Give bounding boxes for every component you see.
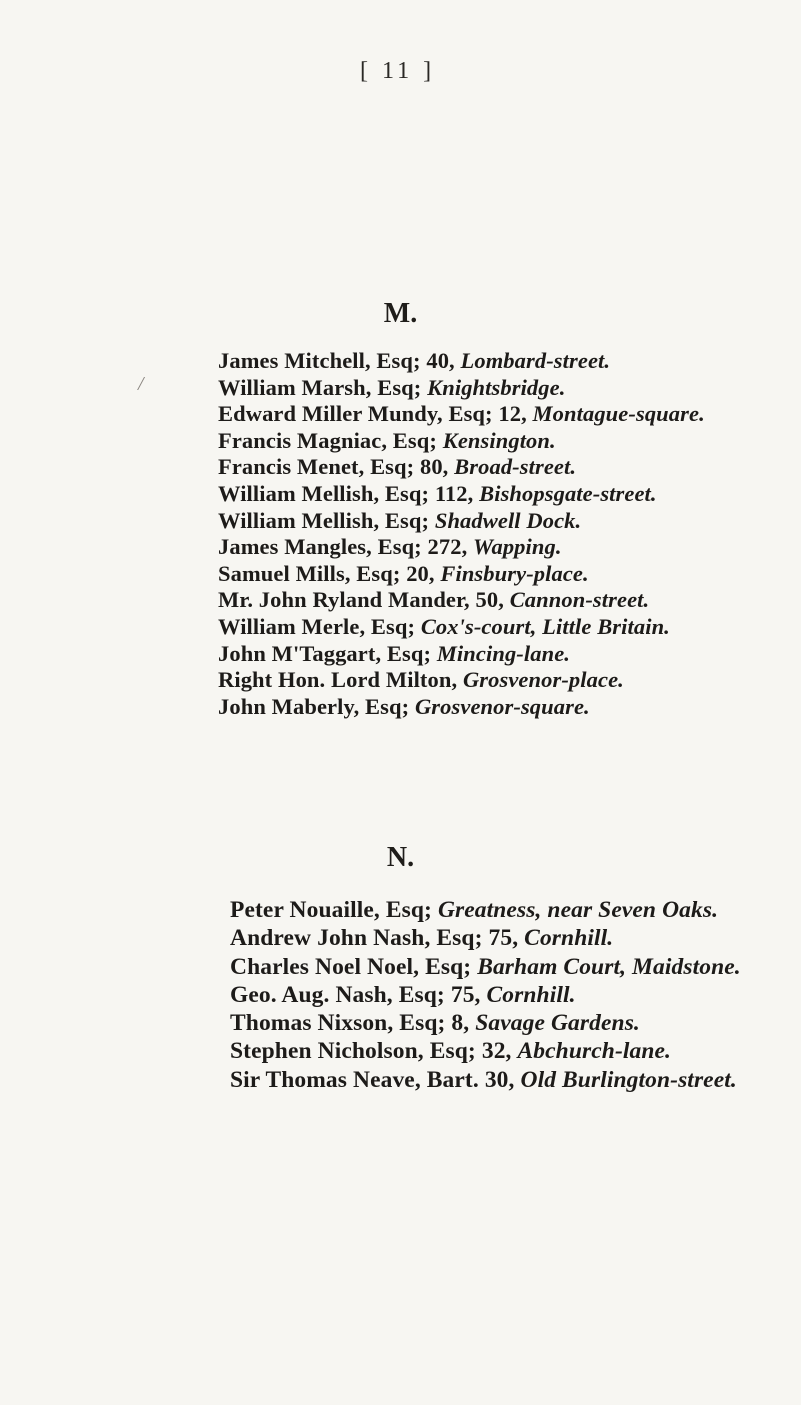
list-item: Thomas Nixson, Esq; 8, Savage Gardens. — [230, 1010, 640, 1037]
list-item: William Mellish, Esq; Shadwell Dock. — [218, 507, 582, 533]
list-item: Charles Noel Noel, Esq; Barham Court, Maidstone. — [230, 953, 741, 980]
list-item: John M'Taggart, Esq; Mincing-lane. — [218, 640, 571, 666]
list-item: Mr. John Ryland Mander, 50, Cannon-street. — [218, 587, 650, 613]
list-item: Edward Miller Mundy, Esq; 12, Montague-square. — [218, 401, 705, 427]
section-heading-m: M. — [383, 298, 418, 329]
list-item: William Mellish, Esq; 112, Bishopsgate-street. — [218, 480, 657, 506]
margin-mark: / — [138, 373, 144, 395]
list-item: Francis Menet, Esq; 80, Broad-street. — [218, 454, 577, 480]
list-item: Stephen Nicholson, Esq; 32, Abchurch-lane. — [230, 1038, 672, 1065]
list-item: Samuel Mills, Esq; 20, Finsbury-place. — [218, 560, 589, 586]
page-number: [ 11 ] — [360, 58, 436, 84]
list-item: James Mitchell, Esq; 40, Lombard-street. — [218, 348, 611, 373]
list-item: Geo. Aug. Nash, Esq; 75, Cornhill. — [230, 981, 576, 1008]
list-item: William Merle, Esq; Cox's-court, Little Britain. — [218, 613, 670, 639]
subscriber-list-n — [230, 896, 801, 1094]
list-item: Francis Magniac, Esq; Kensington. — [218, 427, 556, 453]
list-item: James Mangles, Esq; 272, Wapping. — [218, 534, 562, 560]
list-item: John Maberly, Esq; Grosvenor-square. — [218, 693, 590, 719]
list-item: Right Hon. Lord Milton, Grosvenor-place. — [218, 667, 624, 693]
list-item: Andrew John Nash, Esq; 75, Cornhill. — [230, 925, 614, 952]
section-heading-n: N. — [386, 842, 415, 873]
subscriber-list-m — [218, 348, 798, 720]
list-item: Peter Nouaille, Esq; Greatness, near Seven Oaks. — [230, 897, 719, 923]
list-item: William Marsh, Esq; Knightsbridge. — [218, 374, 566, 400]
list-item: Sir Thomas Neave, Bart. 30, Old Burlington-street. — [230, 1066, 737, 1093]
